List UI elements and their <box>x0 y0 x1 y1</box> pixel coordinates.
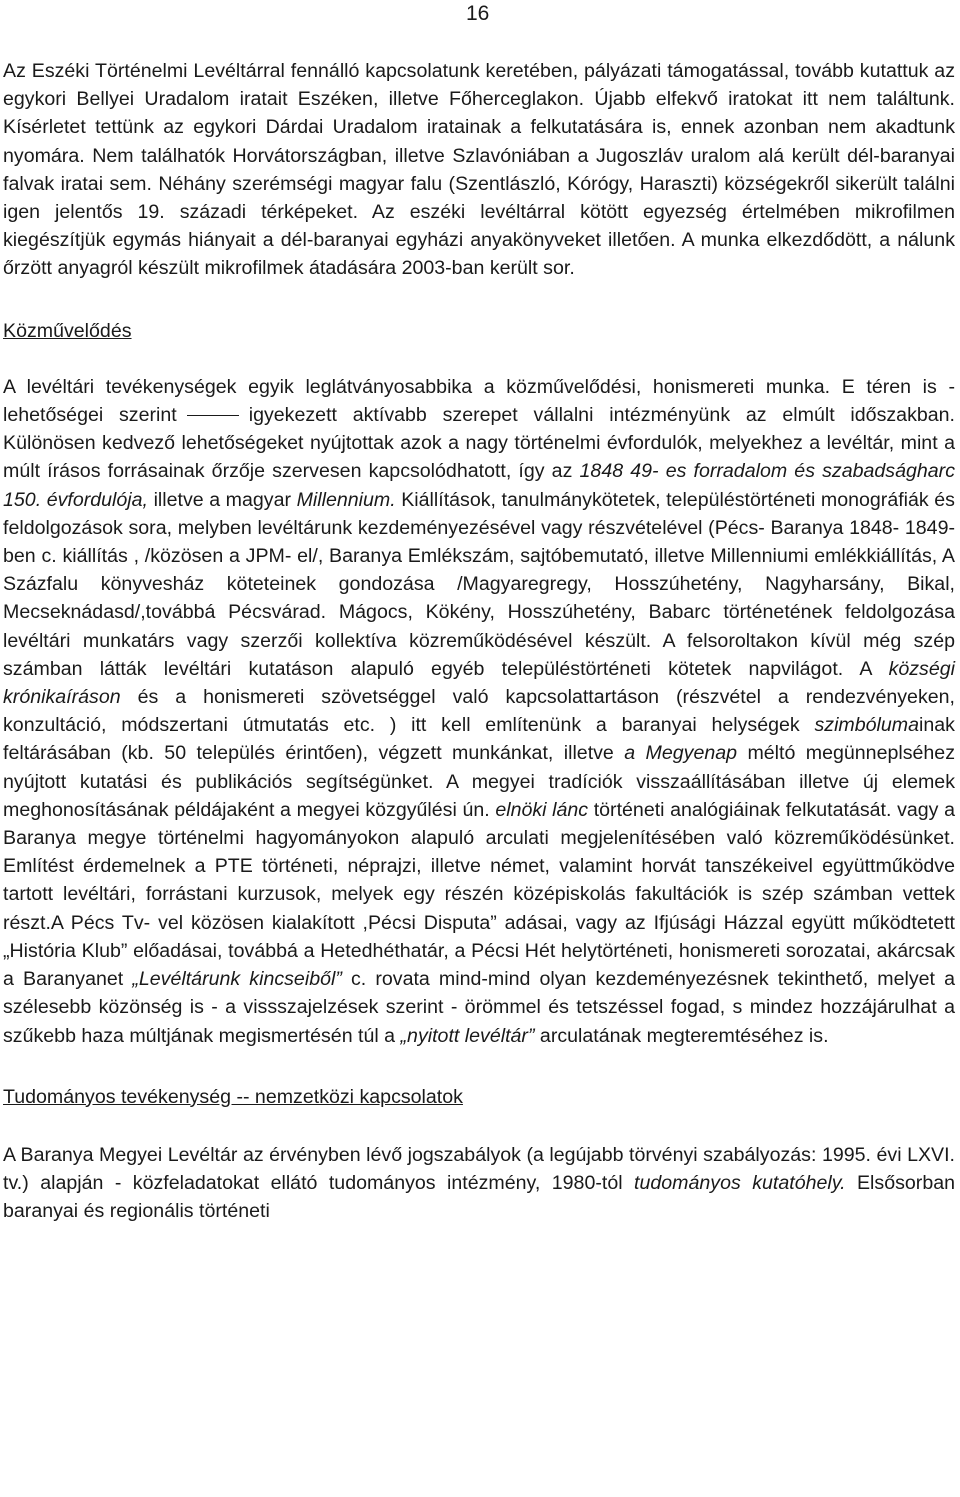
paragraph-kozmuvelodes: A levéltári tevékenységek egyik leglátványosabbika a közművelődési, honismereti munka. E téren is - lehetőségei szerint igyekezett aktívabb szerepet vállalni intézményünk az elmúlt időszakban. Különösen kedvező lehetőségeket nyújtottak azok a nagy történelmi évfordulók, melyekhez a levéltár, mint a múlt írásos forrásainak őrzője szervesen kapcsolódhatott, így az 1848 49- es forradalom és szabadságharc 150. évfordulója, illetve a magyar Millennium. Kiállítások, tanulmánykötetek, településtörténeti monográfiák és feldolgozások sora, melyben levéltárunk kezdeményezésével vagy részvételével (Pécs- Baranya 1848- 1849- ben c. kiállítás , /közösen a JPM- el/, Baranya Emlékszám, sajtóbemutató, illetve Millenniumi emlékkiállítás, A Százfalu könyvesház köteteinek gondozása /Magyaregregy, Hosszúhetény, Nagyharsány, Bikal, Mecseknádasd/,továbbá Pécsvárad. Mágocs, Kökény, Hosszúhetény, Babarc történetének feldolgozása levéltári munkatárs vagy szerzői kollektíva közreműködésével készült. A felsoroltakon kívül még szép számban látták levéltári kutatáson alapuló egyéb településtörténeti kötetek napvilágot. A községi krónikaíráson és a honismereti szövetséggel való kapcsolattartáson (részvétel a rendezvényeken, konzultáció, módszertani útmutatás etc. ) itt kell említenünk a baranyai helységek szimbólumainak feltárásában (kb. 50 település érintően), végzett munkánkat, illetve a Megyenap méltó megünneplséhez nyújtott kutatási és publikációs segítségünket. A megyei tradíciók visszaállításában illetve új elemek meghonosításának példájaként a megyei közgyűlési ún. elnöki lánc történeti analógiáinak felkutatását. vagy a Baranya megye történelmi hagyományokon alapuló arculati megjelenítésében való közreműködésünket. Említést érdemelnek a PTE történeti, néprajzi, illetve német, valamint horvát tanszékeivel együttműködve tartott levéltári, forrástani kurzusok, melyek egy részén középiskolás fakultációk is szép számban vettek részt.A Pécs Tv- vel közösen kialakított ,Pécsi Disputa” adásai, vagy az Ifjúsági Házzal együtt működtetett „História Klub” előadásai, továbbá a Hetedhéthatár, a Pécsi Hét helytörténeti, honismereti sorozatai, akárcsak a Baranyanet „Levéltárunk kincseiből” c. rovata mind-mind olyan kezdeményezésnek tekinthető, melyet a szélesebb közönség is - a vissszajelzések szerint - örömmel és tetszéssel fogad, s mindez hozzájárulhat a szűkebb haza múltjának megismertésén túl a „nyitott levéltár” arculatának megteremtéséhez is. <box>3 375 956 1047</box>
page-number: 16 <box>466 2 490 25</box>
paragraph-eszek-archive: Az Eszéki Történelmi Levéltárral fennálló kapcsolatunk keretében, pályázati támogatással, tovább kutattuk az egykori Bellyei Uradalom iratait Eszéken, illetve Főherceglakon. Újabb elfekvő iratokat itt nem találtunk. Kísérletet tettünk az egykori Dárdai Uradalom iratainak a felkutatására is, ennek azonban nem akadtunk nyomára. Nem találhatók Horvátországban, illetve Szlavóniában a Jugoszláv uralom alá került dél-baranyai falvak iratai sem. Néhány szerémségi magyar falu (Szentlászló, Kórógy, Haraszti) községekről sikerült találni igen jelentős 19. századi térképeket. Az eszéki levéltárral kötött egyezség értelmében mikrofilmen kiegészítjük egymás hiányait a dél-baranyai egyházi anyakönyveket illetően. A munka elkezdődött, a nálunk őrzött anyagról készült mikrofilmek átadására 2003-ban került sor. <box>3 60 955 280</box>
paragraph-tudomanyos: A Baranya Megyei Levéltár az érvényben lévő jogszabályok (a legújabb törvényi szabályozás: 1995. évi LXVI. tv.) alapján - közfeladatokat ellátó tudományos intézmény, 1980-tól tudományos kutatóhely. Elsősorban baranyai és regionális történeti <box>3 1143 956 1223</box>
em-dash <box>187 415 239 416</box>
document-body <box>3 57 955 1226</box>
section-heading-kozmuvelodes: Közművelődés <box>3 319 132 342</box>
section-heading-tudomanyos: Tudományos tevékenység -- nemzetközi kapcsolatok <box>3 1085 463 1108</box>
